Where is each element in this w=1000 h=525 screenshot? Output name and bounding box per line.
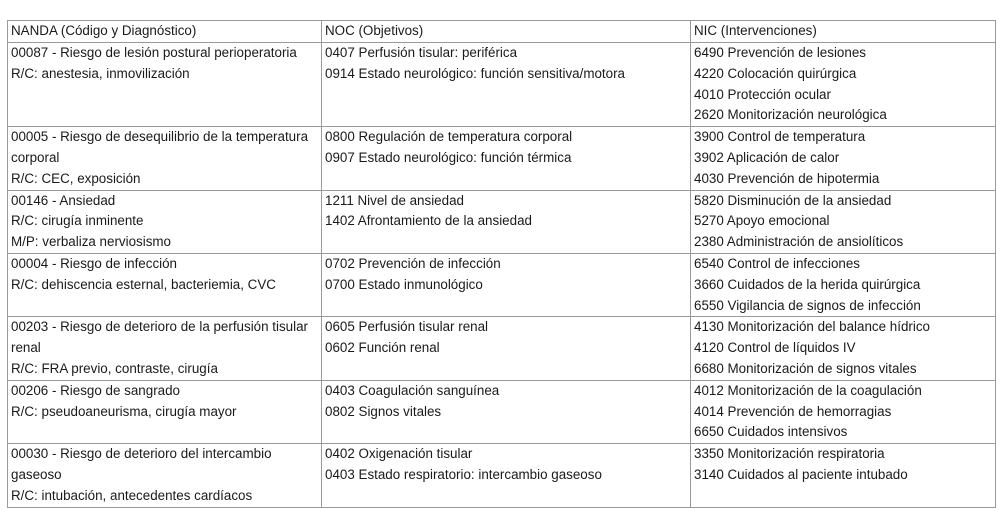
table-row	[8, 253, 996, 316]
cell-nanda	[8, 444, 322, 507]
table-row	[8, 380, 996, 443]
noc-line: 0403 Coagulación sanguínea	[325, 382, 500, 398]
nanda-line: R/C: CEC, exposición	[11, 170, 141, 186]
nic-line: 6490 Prevención de lesiones	[694, 45, 866, 60]
nic-line: 3350 Monitorización respiratoria	[694, 446, 885, 462]
noc-line: 1211 Nivel de ansiedad	[325, 192, 464, 208]
noc-line: 0402 Oxigenación tisular	[325, 446, 473, 462]
nic-line: 4120 Control de líquidos IV	[694, 340, 856, 356]
noc-line: 0702 Prevención de infección	[325, 255, 501, 271]
nic-line: 3900 Control de temperatura	[694, 129, 866, 145]
nic-line: 6550 Vigilancia de signos de infección	[694, 297, 921, 313]
cell-nanda	[8, 127, 322, 190]
nic-line: 4130 Monitorización del balance hídrico	[694, 319, 930, 335]
nic-line: 6650 Cuidados intensivos	[694, 424, 848, 440]
cell-nanda	[8, 380, 322, 443]
nanda-line: M/P: verbaliza nerviosismo	[11, 234, 171, 250]
nic-line: 3140 Cuidados al paciente intubado	[694, 466, 908, 482]
nic-line: 5820 Disminución de la ansiedad	[694, 192, 892, 208]
cell-nanda	[8, 317, 322, 380]
cell-nanda	[8, 190, 322, 253]
nic-line: 4010 Protección ocular	[694, 86, 831, 102]
header-nic: NIC (Intervenciones)	[691, 21, 996, 43]
table-row	[8, 43, 996, 127]
nanda-line: R/C: FRA previo, contraste, cirugía	[11, 360, 218, 376]
nic-line: 4220 Colocación quirúrgica	[694, 65, 857, 81]
cell-nic	[691, 43, 996, 127]
nanda-line: R/C: pseudoaneurisma, cirugía mayor	[11, 403, 237, 419]
noc-line: 0914 Estado neurológico: función sensitiva/motora	[325, 65, 625, 81]
cell-nic	[691, 190, 996, 253]
nic-line: 2620 Monitorización neurológica	[694, 107, 887, 123]
care-plan-table-wrapper	[7, 20, 995, 508]
nanda-line: R/C: dehiscencia esternal, bacteriemia, CVC	[11, 276, 276, 292]
noc-line: 0700 Estado inmunológico	[325, 276, 483, 292]
nic-line: 4012 Monitorización de la coagulación	[694, 382, 922, 398]
cell-nic	[691, 127, 996, 190]
cell-noc	[322, 380, 691, 443]
nanda-line: 00087 - Riesgo de lesión postural perioperatoria	[11, 45, 297, 60]
table-row	[8, 317, 996, 380]
cell-nic	[691, 380, 996, 443]
cell-noc	[322, 190, 691, 253]
cell-noc	[322, 253, 691, 316]
nic-line: 3902 Aplicación de calor	[694, 149, 840, 165]
nanda-line: 00004 - Riesgo de infección	[11, 255, 178, 271]
noc-line: 0605 Perfusión tisular renal	[325, 319, 489, 335]
noc-line: 0407 Perfusión tisular: periférica	[325, 45, 518, 60]
cell-noc	[322, 317, 691, 380]
nanda-line: R/C: cirugía inminente	[11, 213, 144, 229]
nic-line: 3660 Cuidados de la herida quirúrgica	[694, 276, 921, 292]
header-nanda: NANDA (Código y Diagnóstico)	[8, 21, 322, 43]
nanda-line: 00030 - Riesgo de deterioro del intercambio gaseoso	[11, 446, 272, 482]
nic-line: 6680 Monitorización de signos vitales	[694, 360, 917, 376]
nanda-line: R/C: intubación, antecedentes cardíacos	[11, 487, 253, 503]
nic-line: 2380 Administración de ansiolíticos	[694, 234, 904, 250]
cell-nic	[691, 317, 996, 380]
noc-line: 0403 Estado respiratorio: intercambio gaseoso	[325, 466, 602, 482]
noc-line: 0800 Regulación de temperatura corporal	[325, 129, 573, 145]
nic-line: 5270 Apoyo emocional	[694, 213, 830, 229]
nic-line: 4030 Prevención de hipotermia	[694, 170, 880, 186]
noc-line: 0802 Signos vitales	[325, 403, 442, 419]
cell-noc	[322, 127, 691, 190]
table-row	[8, 127, 996, 190]
nanda-line: 00203 - Riesgo de deterioro de la perfusión tisular renal	[11, 319, 309, 356]
nic-line: 4014 Prevención de hemorragias	[694, 403, 892, 419]
cell-nic	[691, 444, 996, 507]
table-body	[8, 43, 996, 508]
cell-noc	[322, 444, 691, 507]
cell-nanda	[8, 253, 322, 316]
header-noc: NOC (Objetivos)	[322, 21, 691, 43]
nanda-line: 00206 - Riesgo de sangrado	[11, 382, 180, 398]
nanda-line: 00005 - Riesgo de desequilibrio de la temperatura corporal	[11, 129, 309, 165]
cell-nanda	[8, 43, 322, 127]
noc-line: 1402 Afrontamiento de la ansiedad	[325, 213, 532, 229]
cell-nic	[691, 253, 996, 316]
noc-line: 0602 Función renal	[325, 340, 440, 356]
table-header-row	[8, 21, 996, 43]
table-row	[8, 444, 996, 507]
nanda-line: 00146 - Ansiedad	[11, 192, 116, 208]
nic-line: 6540 Control de infecciones	[694, 255, 861, 271]
table-row	[8, 190, 996, 253]
noc-line: 0907 Estado neurológico: función térmica	[325, 149, 572, 165]
care-plan-table	[7, 20, 996, 508]
cell-noc	[322, 43, 691, 127]
nanda-line: R/C: anestesia, inmovilización	[11, 65, 190, 81]
